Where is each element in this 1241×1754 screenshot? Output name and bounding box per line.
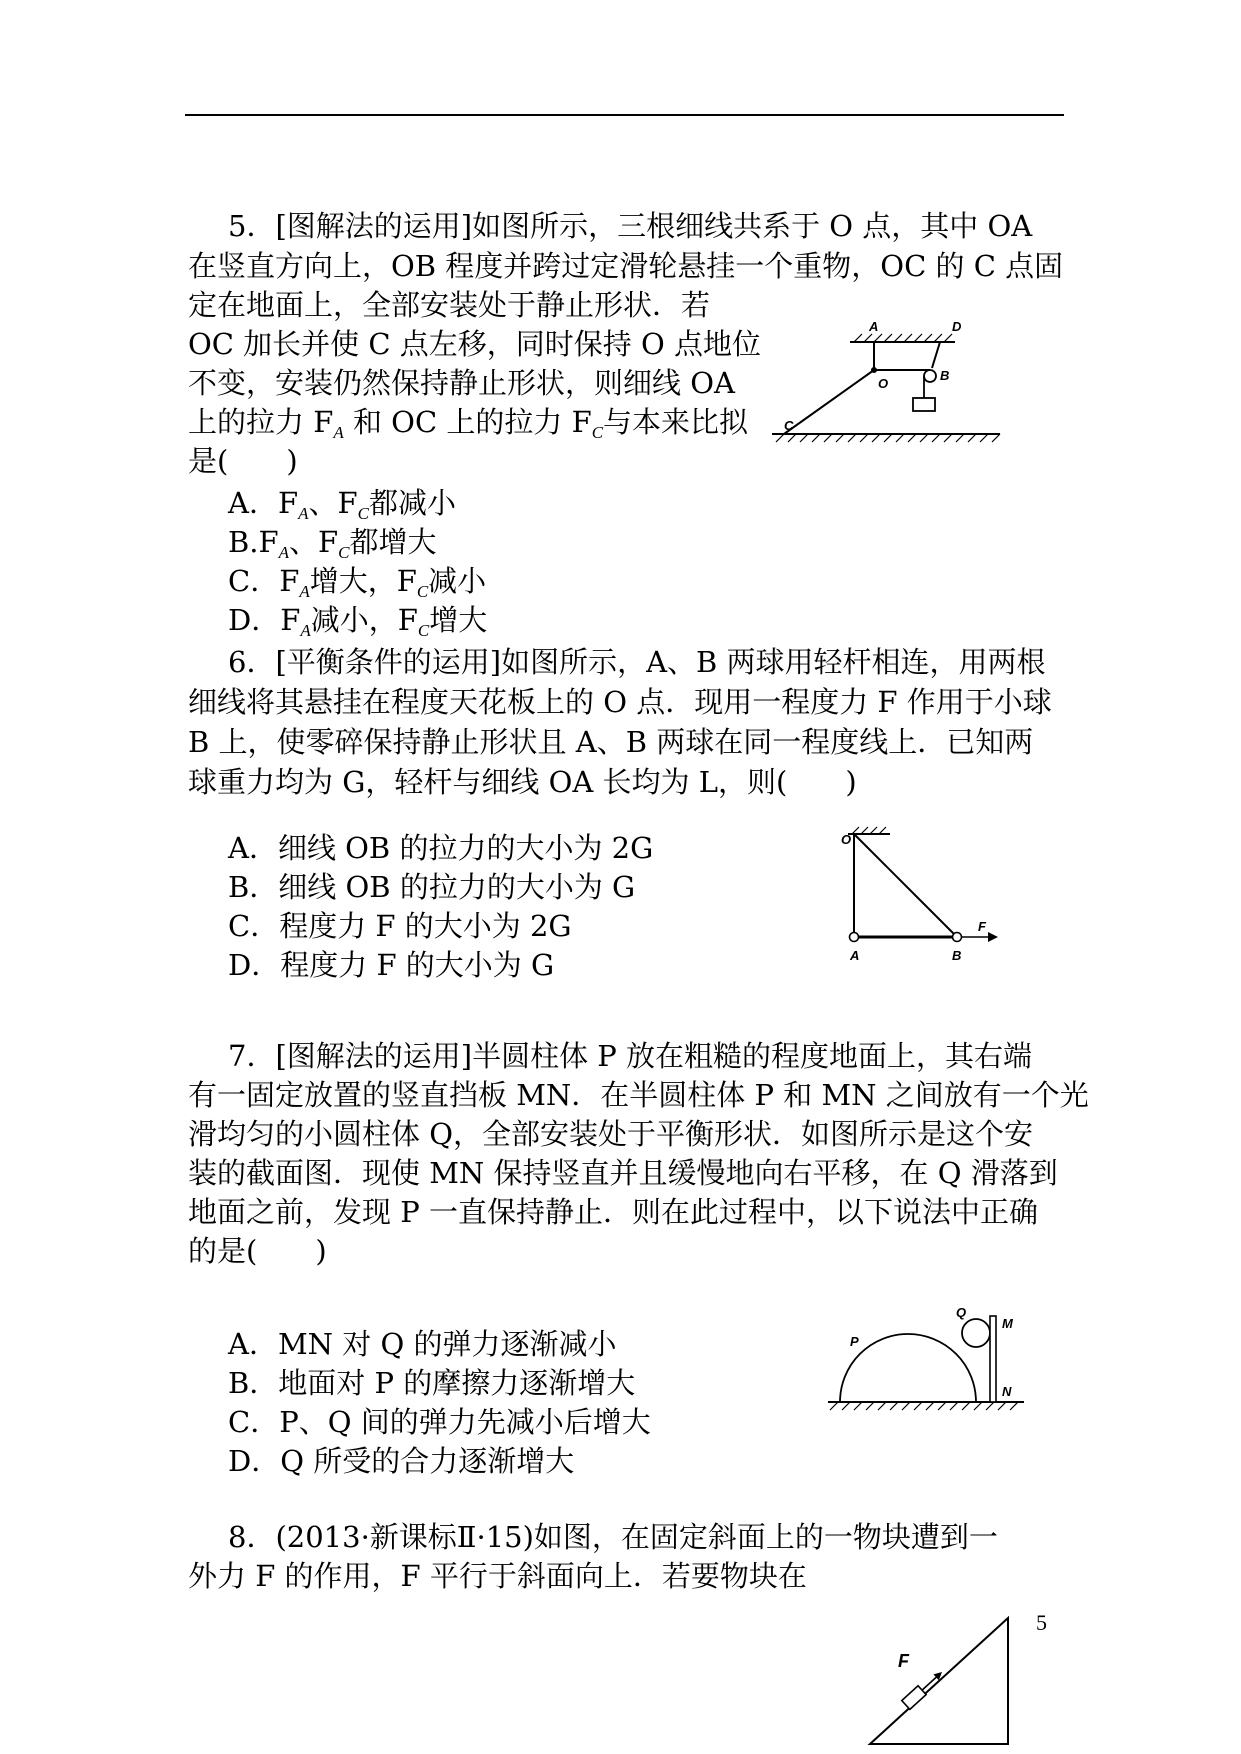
q7-line: 有一固定放置的竖直挡板 MN．在半圆柱体 P 和 MN 之间放有一个光 — [188, 1078, 1089, 1112]
header-rule — [185, 114, 1064, 116]
q8-label-f: F — [898, 1651, 909, 1671]
q5-line: 不变，安装仍然保持静止形状，则细线 OA — [188, 366, 735, 400]
q5-line: 在竖直方向上，OB 程度并跨过定滑轮悬挂一个重物，OC 的 C 点固 — [188, 249, 1064, 283]
q6-line: 细线将其悬挂在程度天花板上的 O 点．现用一程度力 F 作用于小球 — [188, 685, 1052, 719]
page-number: 5 — [1036, 1610, 1047, 1635]
q5-option-d: D．$F_A$减小，$F_C$增大 — [228, 603, 488, 640]
q6-label-a: A — [850, 948, 860, 963]
q7-line: 地面之前，发现 P 一直保持静止．则在此过程中，以下说法中正确 — [188, 1195, 1038, 1229]
q8-line: 外力 F 的作用，F 平行于斜面向上．若要物块在 — [188, 1559, 807, 1593]
q8-line: 8．(2013·新课标Ⅱ·15)如图，在固定斜面上的一物块遭到一 — [228, 1520, 998, 1554]
q5-line: 上的拉力 $F_A$ 和 OC 上的拉力 $F_C$与本来比拟 — [188, 405, 749, 442]
q6-option-b: B．细线 OB 的拉力的大小为 G — [228, 870, 636, 904]
q5-option-b: $B.F_A$、$F_C$都增大 — [228, 525, 437, 562]
q7-line: 滑均匀的小圆柱体 Q，全部安装处于平衡形状．如图所示是这个安 — [188, 1117, 1033, 1151]
q7-line: 装的截面图．现使 MN 保持竖直并且缓慢地向右平移，在 Q 滑落到 — [188, 1156, 1058, 1190]
q7-option-c: C．P、Q 间的弹力先减小后增大 — [228, 1405, 651, 1439]
q5-line: 定在地面上，全部安装处于静止形状．若 — [188, 288, 711, 322]
q7-option-d: D．Q 所受的合力逐渐增大 — [228, 1444, 575, 1478]
q5-line: OC 加长并使 C 点左移，同时保持 O 点地位 — [188, 327, 762, 361]
q6-option-c: C．程度力 F 的大小为 2G — [228, 909, 572, 943]
q8-figure — [860, 1612, 1020, 1752]
q6-line: 球重力均为 G，轻杆与细线 OA 长均为 L，则( ) — [188, 765, 857, 799]
q6-label-f: F — [978, 919, 986, 934]
q7-figure — [820, 1308, 1030, 1428]
q6-figure — [830, 820, 1010, 968]
q7-line: 的是( ) — [188, 1234, 327, 1268]
q5-line: 是( ) — [188, 444, 298, 478]
q7-label-n: N — [1002, 1384, 1012, 1399]
q7-option-b: B．地面对 P 的摩擦力逐渐增大 — [228, 1366, 636, 1400]
q5-figure — [770, 318, 1010, 448]
q7-label-p: P — [850, 1334, 859, 1349]
q5-label-a: A — [869, 319, 879, 334]
q5-label-c: C — [784, 418, 794, 433]
q5-line: 5．[图解法的运用]如图所示，三根细线共系于 O 点，其中 OA — [228, 209, 1033, 243]
q5-label-o: O — [878, 376, 889, 391]
q7-label-m: M — [1002, 1316, 1013, 1331]
q6-option-a: A．细线 OB 的拉力的大小为 2G — [228, 831, 654, 865]
q6-label-o: O — [841, 832, 852, 847]
q7-line: 7．[图解法的运用]半圆柱体 P 放在粗糙的程度地面上，其右端 — [228, 1039, 1033, 1073]
q5-option-c: C．$F_A$增大，$F_C$减小 — [228, 564, 487, 601]
q5-label-d: D — [952, 319, 962, 334]
q7-label-q: Q — [956, 1308, 967, 1320]
q5-label-b: B — [940, 368, 950, 383]
q7-option-a: A．MN 对 Q 的弹力逐渐减小 — [228, 1327, 617, 1361]
q6-line: B 上，使零碎保持静止形状且 A、B 两球在同一程度线上．已知两 — [188, 725, 1034, 759]
q6-line: 6．[平衡条件的运用]如图所示，A、B 两球用轻杆相连，用两根 — [228, 645, 1046, 679]
q6-option-d: D．程度力 F 的大小为 G — [228, 948, 555, 982]
q5-option-a: A．$F_A$、$F_C$都减小 — [228, 486, 456, 523]
q6-label-b: B — [952, 948, 962, 963]
